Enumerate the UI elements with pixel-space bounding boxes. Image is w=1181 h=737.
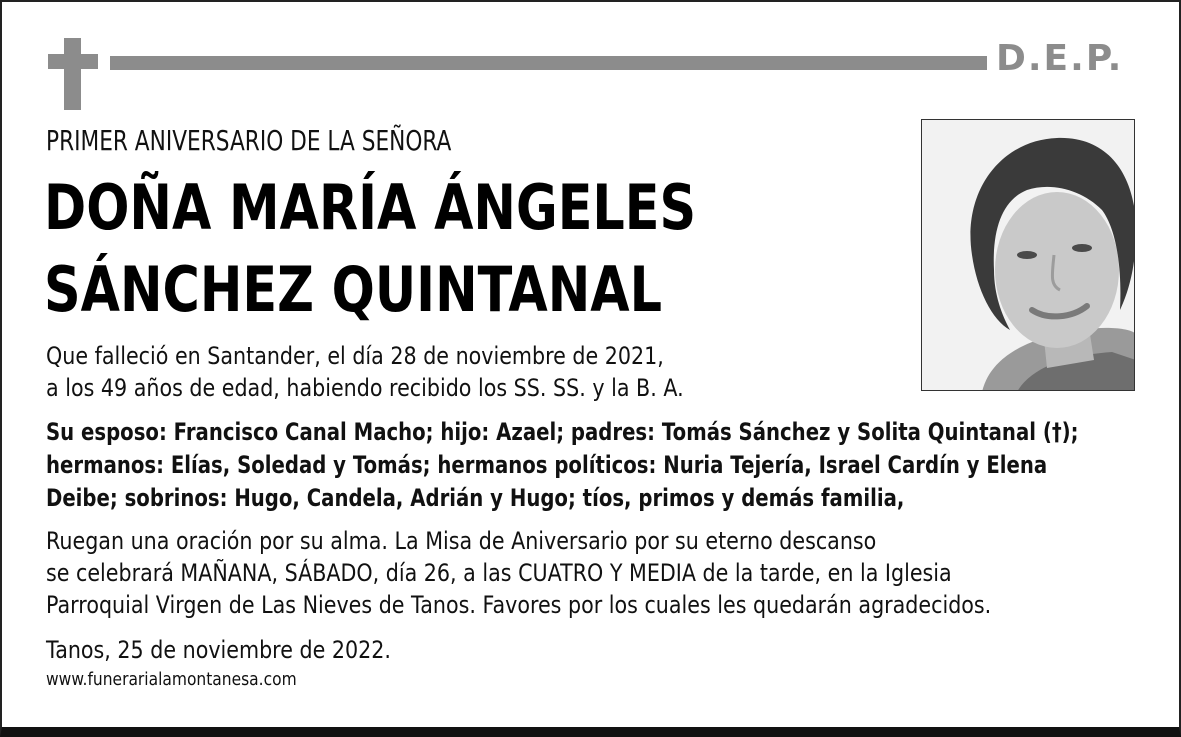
website-link[interactable]: www.funerarialamontanesa.com	[46, 669, 297, 690]
mass-line: Ruegan una oración por su alma. La Misa de Aniversario por su eterno descanso	[46, 527, 877, 555]
mass-line: se celebrará MAÑANA, SÁBADO, día 26, a las CUATRO Y MEDIA de la tarde, en la Iglesia	[46, 559, 952, 587]
deceased-name-line-1: DOÑA MARÍA ÁNGELES	[44, 171, 697, 244]
family-line: Su esposo: Francisco Canal Macho; hijo: Azael; padres: Tomás Sánchez y Solita Quintanal (†);	[46, 418, 1079, 446]
intro-line: a los 49 años de edad, habiendo recibido los SS. SS. y la B. A.	[46, 374, 684, 402]
latin-cross-icon	[48, 38, 98, 110]
family-line: Deibe; sobrinos: Hugo, Candela, Adrián y Hugo; tíos, primos y demás familia,	[46, 484, 905, 512]
portrait-photo	[921, 119, 1135, 391]
deceased-name-line-2: SÁNCHEZ QUINTANAL	[44, 253, 663, 326]
place-date: Tanos, 25 de noviembre de 2022.	[46, 636, 391, 664]
portrait-image	[922, 120, 1135, 391]
family-line: hermanos: Elías, Soledad y Tomás; hermanos políticos: Nuria Tejería, Israel Cardín y Elena	[46, 451, 1048, 479]
subtitle: PRIMER ANIVERSARIO DE LA SEÑORA	[46, 124, 452, 157]
family-paragraph	[46, 416, 1079, 515]
mass-paragraph	[46, 525, 991, 621]
mass-line: Parroquial Virgen de Las Nieves de Tanos. Favores por los cuales les quedarán agradecidos.	[46, 591, 992, 619]
dep-label: D.E.P.	[996, 38, 1124, 79]
intro-paragraph	[46, 340, 684, 404]
intro-line: Que falleció en Santander, el día 28 de noviembre de 2021,	[46, 342, 664, 370]
header-rule	[110, 56, 987, 70]
